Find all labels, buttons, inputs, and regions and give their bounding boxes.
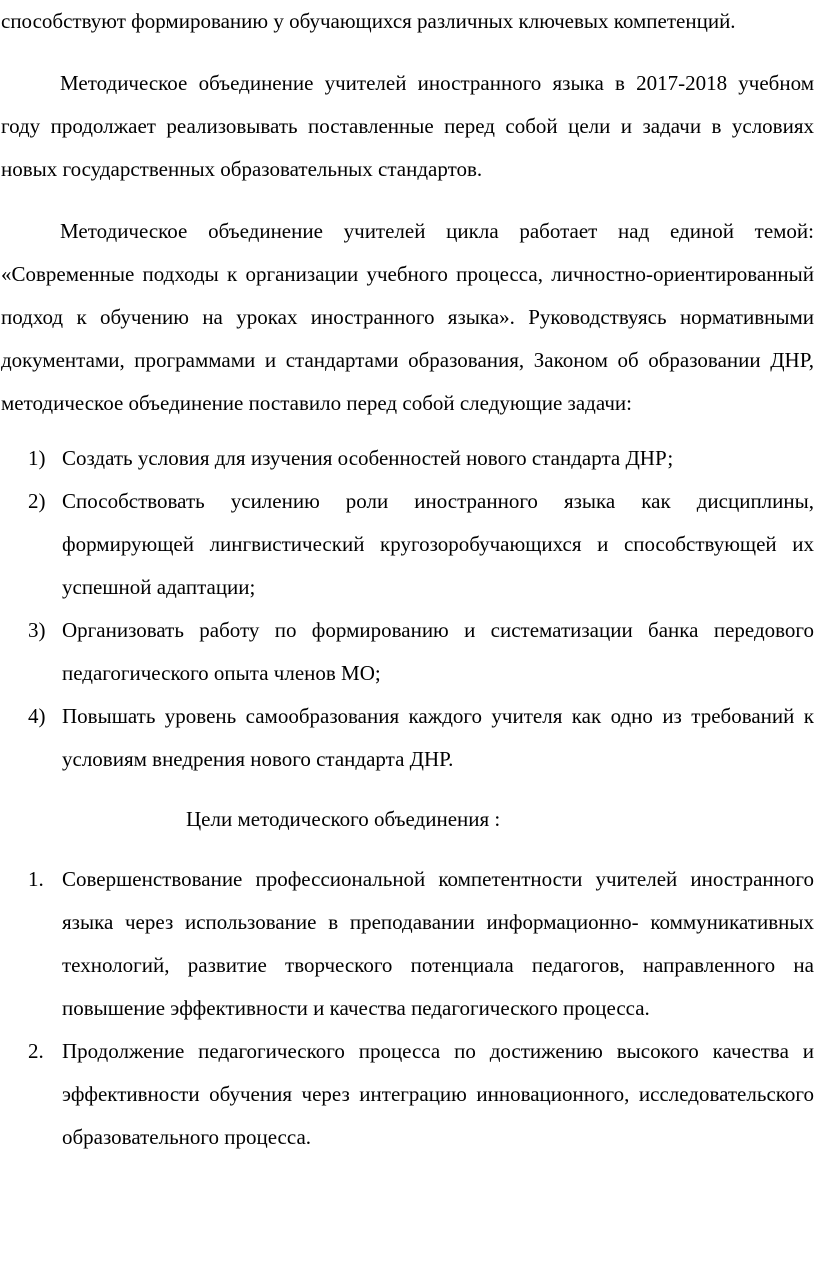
task-item — [1, 695, 814, 781]
goal-item — [1, 858, 814, 1030]
paragraph-mo-year: Методическое объединение учителей иностранного языка в 2017-2018 учебном году продолжает реализовывать поставленные перед собой цели и задачи в условиях новых государственных образовательных стандартов. — [1, 71, 814, 181]
task-number: 1) — [28, 446, 46, 470]
goals-list — [1, 858, 814, 1159]
task-item — [1, 609, 814, 695]
goal-text: Совершенствование профессиональной компетентности учителей иностранного языка через использование в преподавании информационно- коммуникативных технологий, развитие творческого потенциала педагогов, направленного на повышение эффективности и качества педагогического процесса. — [62, 867, 814, 1020]
goal-number: 1. — [28, 867, 44, 891]
task-text: Повышать уровень самообразования каждого учителя как одно из требований к условиям внедрения нового стандарта ДНР. — [62, 704, 814, 771]
task-text: Способствовать усилению роли иностранного языка как дисциплины, формирующей лингвистический кругозоробучающихся и способствующей их успешной адаптации; — [62, 489, 814, 599]
task-number: 2) — [28, 489, 46, 513]
task-number: 4) — [28, 704, 46, 728]
task-text: Организовать работу по формированию и систематизации банка передового педагогического опыта членов МО; — [62, 618, 814, 685]
task-item — [1, 480, 814, 609]
goals-heading: Цели методического объединения : — [186, 807, 501, 831]
tasks-list — [1, 437, 814, 781]
paragraph-intro-continuation: способствуют формированию у обучающихся различных ключевых компетенций. — [1, 9, 736, 33]
task-number: 3) — [28, 618, 46, 642]
goal-number: 2. — [28, 1039, 44, 1063]
paragraph-mo-theme: Методическое объединение учителей цикла работает над единой темой: «Современные подходы к организации учебного процесса, личностно-ориентированный подход к обучению на уроках иностранного языка». Руководствуясь нормативными документами, программами и стандартами образования, Законом об образовании ДНР, методическое объединение поставило перед собой следующие задачи: — [1, 219, 814, 415]
task-item — [1, 437, 814, 480]
goal-item — [1, 1030, 814, 1159]
goal-text: Продолжение педагогического процесса по достижению высокого качества и эффективности обучения через интеграцию инновационного, исследовательского образовательного процесса. — [62, 1039, 814, 1149]
task-text: Создать условия для изучения особенностей нового стандарта ДНР; — [62, 446, 674, 470]
